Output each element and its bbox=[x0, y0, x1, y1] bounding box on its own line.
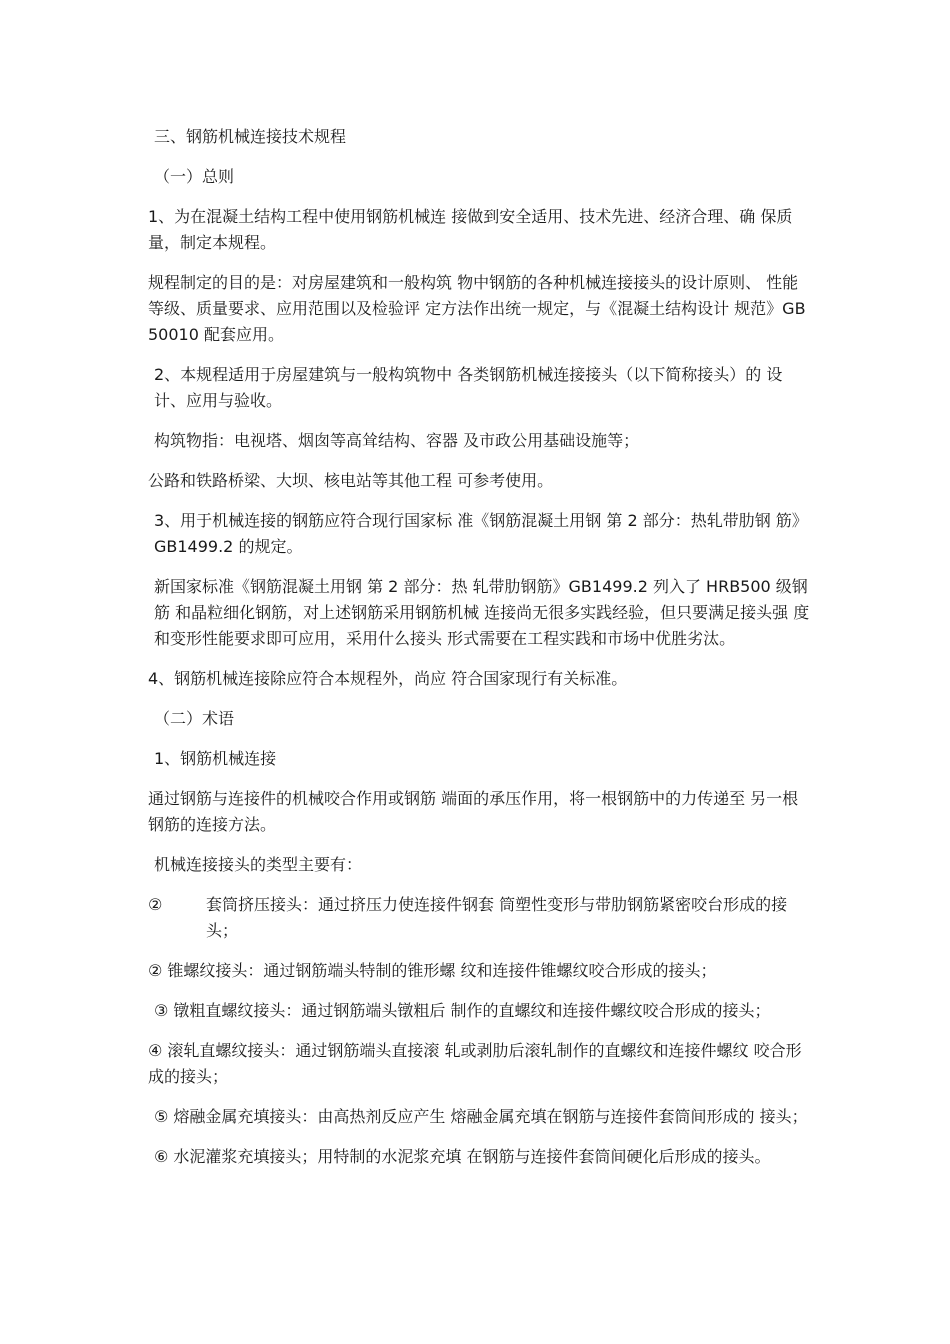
paragraph-6: 3、用于机械连接的钢筋应符合现行国家标 准《钢筋混凝土用钢 第 2 部分：热轧带肋钢 筋》GB1499.2 的规定。 bbox=[154, 511, 808, 556]
paragraph-7: 新国家标准《钢筋混凝土用钢 第 2 部分：热 轧带肋钢筋》GB1499.2 列入了 HRB500 级钢筋 和晶粒细化钢筋，对上述钢筋采用钢筋机械 连接尚无很多实践经验，但只要满足接头强 度和变形性能要求即可应用，采用什么接头 形式需要在工程实践和市场中优胜劣汰。 bbox=[154, 577, 810, 648]
subsection-terms: （二）术语 bbox=[154, 709, 235, 728]
types-intro: 机械连接接头的类型主要有： bbox=[154, 855, 363, 874]
document-page bbox=[148, 124, 813, 1184]
list-item: ③ 镦粗直螺纹接头：通过钢筋端头镦粗后 制作的直螺纹和连接件螺纹咬合形成的接头； bbox=[154, 1001, 771, 1020]
paragraph-1: 1、为在混凝土结构工程中使用钢筋机械连 接做到安全适用、技术先进、经济合理、确 保质量，制定本规程。 bbox=[148, 207, 793, 252]
list-item-text: 套筒挤压接头：通过挤压力使连接件钢套 筒塑性变形与带肋钢筋紧密咬台形成的接头； bbox=[206, 895, 788, 940]
paragraph-8: 4、钢筋机械连接除应符合本规程外，尚应 符合国家现行有关标准。 bbox=[148, 669, 628, 688]
subsection-general: （一）总则 bbox=[154, 167, 235, 186]
list-item bbox=[148, 892, 813, 944]
term-1-definition: 通过钢筋与连接件的机械咬合作用或钢筋 端面的承压作用，将一根钢筋中的力传递至 另一根钢筋的连接方法。 bbox=[148, 789, 799, 834]
list-item: ② 锥螺纹接头：通过钢筋端头特制的锥形螺 纹和连接件锥螺纹咬合形成的接头； bbox=[148, 961, 717, 980]
paragraph-5: 公路和铁路桥梁、大坝、核电站等其他工程 可参考使用。 bbox=[148, 471, 554, 490]
paragraph-2: 规程制定的目的是：对房屋建筑和一般构筑 物中钢筋的各种机械连接接头的设计原则、 性能等级、质量要求、应用范围以及检验评 定方法作出统一规定，与《混凝土结构设计 规范》GB50010 配套应用。 bbox=[148, 273, 806, 344]
term-1-title: 1、钢筋机械连接 bbox=[154, 749, 277, 768]
paragraph-3: 2、本规程适用于房屋建筑与一般构筑物中 各类钢筋机械连接接头（以下简称接头）的 设计、应用与验收。 bbox=[154, 365, 783, 410]
list-item: ④ 滚轧直螺纹接头：通过钢筋端头直接滚 轧或剥肋后滚轧制作的直螺纹和连接件螺纹 咬合形成的接头； bbox=[148, 1041, 802, 1086]
list-marker: ② bbox=[148, 895, 163, 914]
paragraph-4: 构筑物指：电视塔、烟囱等高耸结构、容器 及市政公用基础设施等； bbox=[154, 431, 640, 450]
section-title: 三、钢筋机械连接技术规程 bbox=[154, 127, 347, 146]
list-item: ⑤ 熔融金属充填接头：由高热剂反应产生 熔融金属充填在钢筋与连接件套筒间形成的 接头； bbox=[154, 1107, 808, 1126]
list-item: ⑥ 水泥灌浆充填接头；用特制的水泥浆充填 在钢筋与连接件套筒间硬化后形成的接头。 bbox=[154, 1147, 771, 1166]
